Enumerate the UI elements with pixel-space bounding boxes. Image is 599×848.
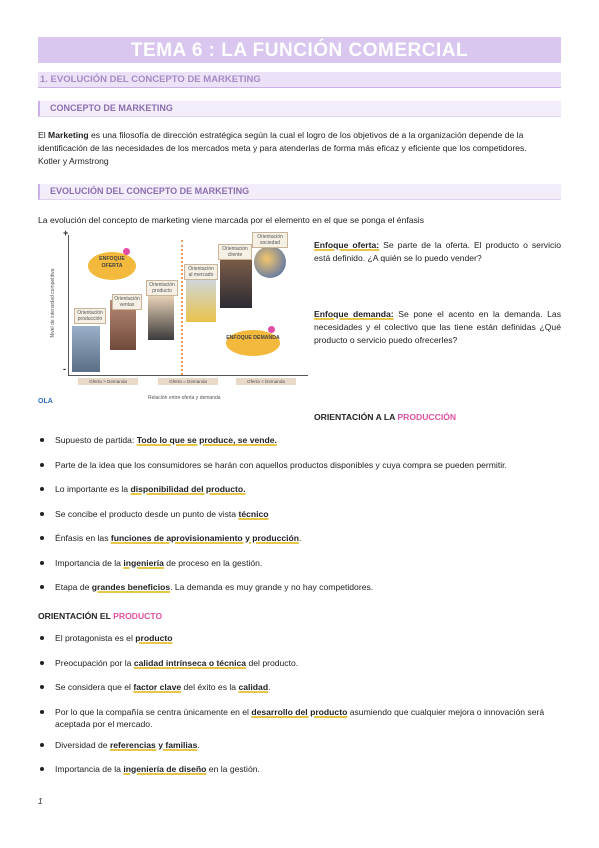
box-orientacion-producto: Orientación producto [146, 280, 178, 296]
page-number: 1 [38, 797, 43, 806]
enfoque-oferta-text: Enfoque oferta: Se parte de la oferta. El producto o servicio está definido. ¿A quién se lo puedo vender? [314, 240, 561, 263]
page-title: TEMA 6 : LA FUNCIÓN COMERCIAL [38, 37, 561, 63]
enfoque-demanda-oval: ENFOQUE DEMANDA [226, 330, 280, 356]
definition-author: Kotler y Armstrong [38, 156, 109, 166]
box-orientacion-ventas: Orientación ventas [112, 294, 142, 310]
customer-image [186, 278, 216, 322]
x-axis-label: Relación entre oferta y demanda [148, 395, 221, 401]
bottom-label-1: Oferta > Demanda [78, 378, 138, 385]
produccion-list [38, 434, 561, 606]
x-axis [68, 375, 308, 376]
enfoque-oferta-label: Enfoque oferta: [314, 240, 380, 250]
list-item: Preocupación por la calidad intrínseca o técnica del producto. [38, 657, 561, 670]
box-orientacion-produccion: Orientación producción [74, 308, 106, 324]
box-orientacion-sociedad: Orientación sociedad [252, 232, 288, 248]
list-item: Etapa de grandes beneficios. La demanda es muy grande y no hay competidores. [38, 581, 561, 594]
box-orientacion-mercado: Orientación al mercado [184, 264, 218, 280]
list-item: Se concibe el producto desde un punto de vista técnico [38, 508, 561, 521]
heading-orientacion-produccion: ORIENTACIÓN A LA PRODUCCIÓN [314, 412, 457, 422]
enfoque-demanda-label: Enfoque demanda: [314, 309, 394, 319]
heading-orientacion-producto: ORIENTACIÓN EL PRODUCTO [38, 611, 163, 621]
marketing-evolution-diagram [38, 230, 308, 410]
divider-dots [181, 240, 183, 375]
axis-plus: + [63, 228, 69, 238]
bottom-label-2: Oferta = Demanda [158, 378, 218, 385]
marketing-term: Marketing [48, 130, 89, 140]
marketing-definition: El Marketing es una filosofía de dirección estratégica según la cual el logro de los objetivos de a la organización depende de la identificación de las necesidades de los mercados meta y para atenderlas de forma más eficaz y eficiente que los competidores. Kotler y Armstrong [38, 130, 527, 166]
enfoque-oferta-oval: ENFOQUE OFERTA [88, 252, 136, 280]
evolucion-intro: La evolución del concepto de marketing viene marcada por el elemento en el que se ponga el énfasis [38, 215, 425, 225]
salesman-image [148, 294, 174, 340]
section-heading-evolucion: 1. EVOLUCIÓN DEL CONCEPTO DE MARKETING [38, 72, 561, 88]
list-item: Diversidad de referencias y familias. [38, 739, 561, 752]
crowd-image [220, 260, 252, 308]
bottom-label-3: Oferta < Demanda [236, 378, 296, 385]
box-orientacion-cliente: Orientación cliente [218, 244, 252, 260]
list-item: Importancia de la ingeniería de proceso en la gestión. [38, 557, 561, 570]
producto-list [38, 632, 561, 788]
subheading-concepto-marketing: CONCEPTO DE MARKETING [38, 101, 561, 117]
ola-logo: OLA [38, 398, 53, 405]
list-item: Se considera que el factor clave del éxito es la calidad. [38, 681, 561, 694]
list-item: Énfasis en las funciones de aprovisionamiento y producción. [38, 532, 561, 545]
pin-icon [123, 248, 130, 255]
list-item: Importancia de la ingeniería de diseño en la gestión. [38, 763, 561, 776]
y-axis-label: Nivel de intensidad competitiva [50, 268, 56, 338]
subheading-evolucion-marketing: EVOLUCIÓN DEL CONCEPTO DE MARKETING [38, 184, 561, 200]
list-item: Lo importante es la disponibilidad del producto. [38, 483, 561, 496]
y-axis [68, 235, 69, 375]
enfoque-demanda-text: Enfoque demanda: Se pone el acento en la demanda. Las necesidades y el colectivo que las tiene están definidas ¿Qué producto o servicio puedo ofrecerles? [314, 309, 561, 345]
list-item: Parte de la idea que los consumidores se harán con aquellos productos disponibles y cuya compra se pueden permitir. [38, 459, 561, 472]
list-item: El protagonista es el producto [38, 632, 561, 645]
factory-image [72, 326, 100, 372]
axis-minus: - [63, 364, 66, 374]
list-item: Por lo que la compañía se centra únicamente en el desarrollo del producto asumiendo que cualquier mejora o innovación será aceptada por el mercado. [38, 706, 561, 731]
list-item: Supuesto de partida: Todo lo que se produce, se vende. [38, 434, 561, 447]
pin-icon [268, 326, 275, 333]
globe-image [254, 246, 286, 278]
